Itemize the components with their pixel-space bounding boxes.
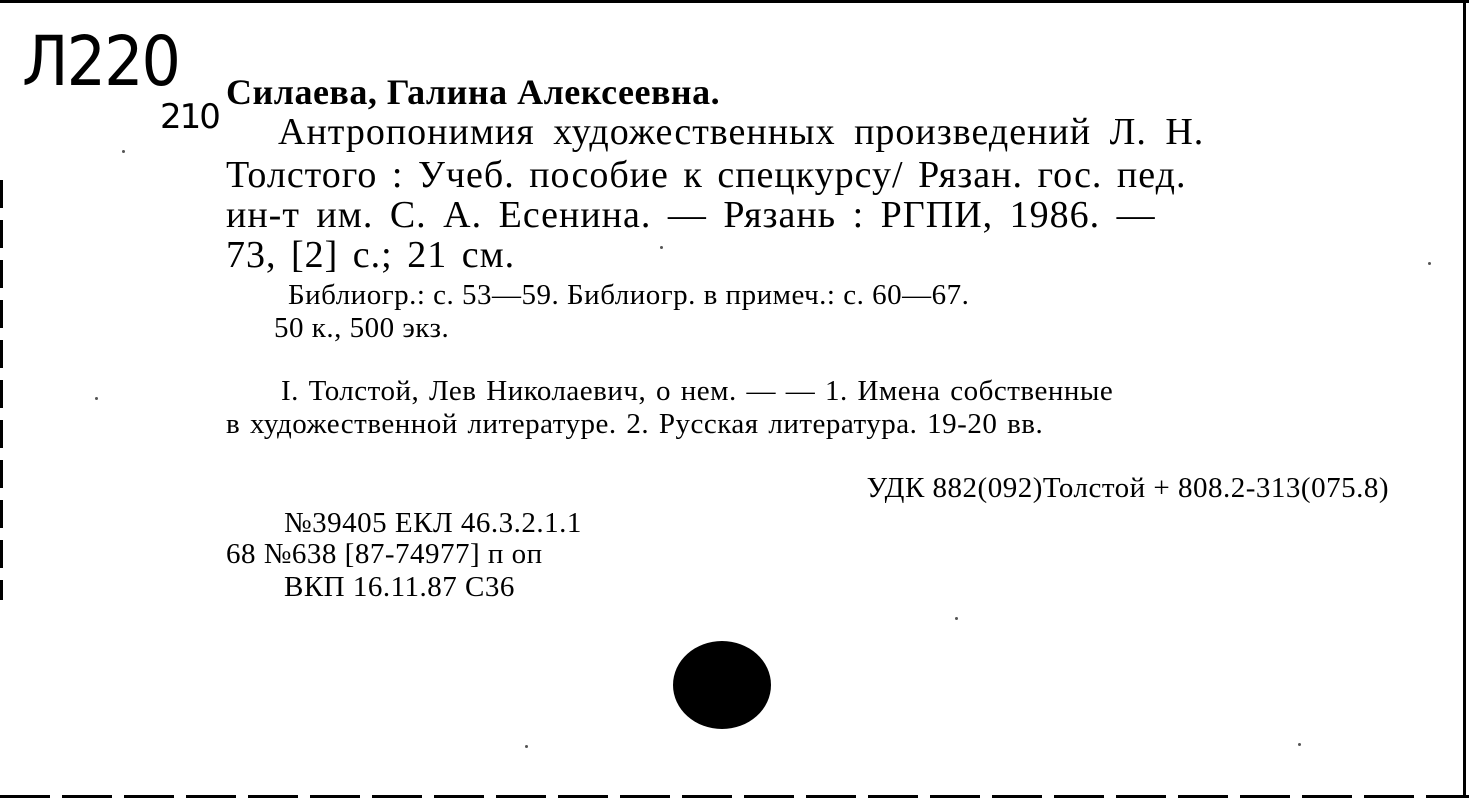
price-copies-note: 50 к., 500 экз.	[274, 312, 450, 344]
registration-line: ВКП 16.11.87 С36	[284, 571, 515, 603]
handwritten-sub-mark: 210	[160, 97, 219, 137]
scan-speck	[660, 246, 663, 249]
scan-speck	[955, 617, 958, 620]
subject-line: в художественной литературе. 2. Русская литература. 19-20 вв.	[226, 408, 1044, 440]
description-line: ин-т им. С. А. Есенина. — Рязань : РГПИ, 1986. —	[226, 194, 1156, 236]
scan-speck	[1298, 743, 1301, 746]
scan-speck	[525, 745, 528, 748]
punch-hole	[673, 641, 771, 729]
description-line: Толстого : Учеб. пособие к спецкурсу/ Рязан. гос. пед.	[226, 154, 1187, 196]
author-heading: Силаева, Галина Алексеевна.	[226, 72, 721, 112]
description-line: Антропонимия художественных произведений Л. Н.	[278, 111, 1205, 153]
bibliography-note: Библиогр.: с. 53—59. Библиогр. в примеч.: с. 60—67.	[288, 279, 970, 311]
scan-speck	[1428, 262, 1431, 265]
card-top-border	[0, 0, 1469, 3]
subject-line: I. Толстой, Лев Николаевич, о нем. — — 1. Имена собственные	[281, 375, 1114, 407]
registration-line: 68 №638 [87-74977] п оп	[226, 538, 543, 570]
card-right-border	[1463, 0, 1466, 798]
scan-speck	[122, 150, 125, 153]
udk-classification: УДК 882(092)Толстой + 808.2-313(075.8)	[866, 472, 1389, 504]
scan-speck	[95, 397, 98, 400]
registration-line: №39405 ЕКЛ 46.3.2.1.1	[284, 507, 582, 539]
description-line: 73, [2] с.; 21 см.	[226, 234, 516, 276]
card-left-border	[0, 180, 3, 600]
handwritten-shelf-mark: Л220	[22, 21, 179, 102]
